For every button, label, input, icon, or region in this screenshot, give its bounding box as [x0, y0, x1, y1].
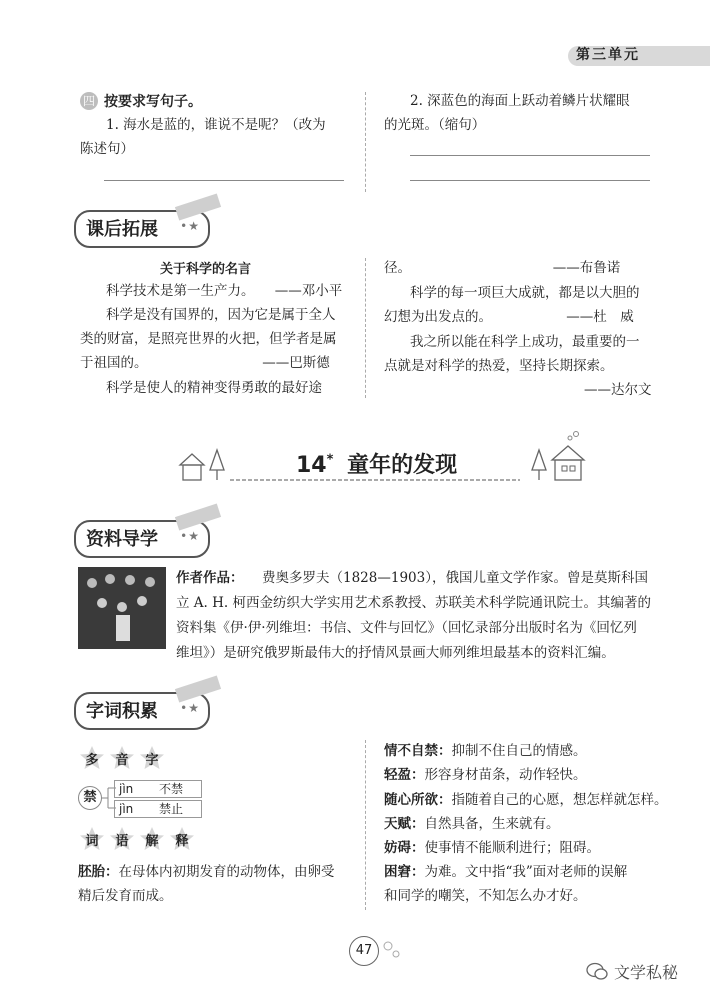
materials-line-2: 立 A. H. 柯西金纺织大学实用艺术系教授、苏联美术科学院通讯院士。其编著的	[176, 595, 651, 611]
answer-line-q2-1[interactable]	[410, 155, 650, 156]
exercise-q2-line2: 的光斑。（缩句）	[384, 117, 486, 133]
wechat-icon	[586, 961, 608, 981]
materials-line-1: 费奥多罗夫（1828—1903），俄国儿童文学作家。曾是莫斯科国	[262, 570, 648, 586]
quote-r-line-1: 径。 ——布鲁诺	[384, 260, 621, 276]
term-row	[384, 763, 587, 788]
watermark	[586, 958, 706, 984]
page-number: 47	[349, 936, 379, 966]
term-def: 为难。文中指“我”面对老师的误解	[424, 864, 628, 880]
house-icon-right	[552, 432, 584, 481]
explain-star-2: 语	[108, 826, 136, 852]
quote-r-line-4: 我之所以能在科学上成功，最重要的一	[410, 334, 640, 350]
unit-label: 第三单元	[576, 47, 640, 63]
reading-pinyin-1: jìn	[119, 782, 134, 796]
materials-banner-title: 资料导学	[86, 529, 158, 550]
quote-line-5: 科学是使人的精神变得勇敢的最好途	[106, 380, 322, 396]
extension-banner-title: 课后拓展	[86, 219, 158, 240]
term-name: 轻盈：	[384, 767, 425, 783]
vocab-banner-title: 字词积累	[86, 701, 158, 722]
quote-r-line-5: 点就是对科学的热爱，坚持长期探索。	[384, 358, 614, 374]
banner-stars: •★	[180, 529, 200, 543]
explain-star-4: 释	[168, 826, 196, 852]
polyphone-star-1: 多	[78, 745, 106, 771]
quotes-title: 关于科学的名言	[160, 262, 252, 277]
house-icon-left	[180, 454, 204, 480]
lesson-heading	[296, 448, 457, 479]
tree-icon-left	[210, 450, 224, 480]
quote-line-3: 类的财富，是照亮世界的火把，但学者是属	[80, 331, 337, 347]
watermark-text: 文学私秘	[614, 963, 679, 982]
quote-line-4: 于祖国的。 ——巴斯德	[80, 355, 330, 371]
vocab-banner	[74, 692, 210, 730]
exercise-q2-line1: 2. 深蓝色的海面上跃动着鳞片状耀眼	[410, 93, 630, 109]
term-name: 随心所欲：	[384, 792, 452, 808]
term-row	[384, 812, 560, 837]
term-def: 抑制不住自己的情感。	[451, 743, 587, 759]
term-def-cont: 精后发育而成。	[78, 888, 173, 904]
term-row	[384, 739, 587, 764]
exercise-q1-line2: 陈述句）	[80, 141, 134, 157]
extension-banner	[74, 210, 210, 248]
quote-r-line-6: ——达尔文	[584, 382, 652, 398]
materials-line-4: 维坦》）是研究俄罗斯最伟大的抒情风景画大师列维坦最基本的资料汇编。	[176, 645, 615, 661]
term-def-cont: 和同学的嘲笑，不知怎么办才好。	[384, 888, 587, 904]
exercise-title: 按要求写句子。	[104, 94, 202, 110]
polyphone-star-3: 字	[138, 745, 166, 771]
explain-star-1: 词	[78, 826, 106, 852]
quote-r-line-2: 科学的每一项巨大成就，都是以大胆的	[410, 285, 640, 301]
answer-line-q1[interactable]	[104, 180, 344, 181]
column-divider	[365, 92, 366, 192]
reading-row-1	[114, 780, 202, 798]
reading-word-1: 不禁	[159, 782, 184, 796]
materials-banner	[74, 520, 210, 558]
term-def: 自然具备，生来就有。	[424, 816, 560, 832]
banner-tape	[175, 676, 221, 703]
materials-line-3: 资料集《伊·伊·列维坦：书信、文件与回忆》（回忆录部分出版时名为《回忆列	[176, 620, 637, 636]
term-row	[78, 860, 335, 885]
term-row	[384, 836, 600, 861]
quote-line-2: 科学是没有国界的，因为它是属于全人	[106, 307, 336, 323]
term-row	[384, 788, 668, 813]
banner-tape	[175, 504, 221, 531]
term-name: 胚胎：	[78, 864, 119, 880]
lesson-star: *	[326, 452, 334, 468]
term-def: 在母体内初期发育的动物体，由卵受	[118, 864, 335, 880]
bubble-decoration	[380, 938, 404, 962]
term-def: 使事情不能顺利进行；阻碍。	[424, 840, 600, 856]
explain-star-3: 解	[138, 826, 166, 852]
reading-word-2: 禁止	[159, 802, 184, 816]
unit-tab	[568, 38, 710, 74]
banner-stars: •★	[180, 701, 200, 715]
lesson-title: 童年的发现	[347, 453, 458, 478]
column-divider-3	[365, 740, 366, 910]
term-name: 妨碍：	[384, 840, 425, 856]
term-row	[384, 860, 627, 885]
term-def: 指随着自己的心愿，想怎样就怎样。	[451, 792, 668, 808]
author-photo	[78, 567, 166, 649]
term-name: 困窘：	[384, 864, 425, 880]
banner-tape	[175, 194, 221, 221]
term-def: 形容身材苗条，动作轻快。	[424, 767, 587, 783]
term-name: 情不自禁：	[384, 743, 452, 759]
lesson-number: 14	[296, 453, 327, 478]
materials-label: 作者作品：	[176, 570, 244, 586]
column-divider-2	[365, 258, 366, 398]
reading-row-2	[114, 800, 202, 818]
banner-stars: •★	[180, 219, 200, 233]
answer-line-q2-2[interactable]	[410, 180, 650, 181]
quote-r-line-3: 幻想为出发点的。 ——杜 威	[384, 309, 634, 325]
polyphone-star-2: 音	[108, 745, 136, 771]
reading-pinyin-2: jìn	[119, 802, 134, 816]
family-photo-figures	[78, 567, 166, 649]
exercise-q1-line1: 1. 海水是蓝的，谁说不是呢？（改为	[106, 117, 326, 133]
quote-line-1: 科学技术是第一生产力。 ——邓小平	[106, 283, 343, 299]
tree-icon-right	[532, 450, 546, 480]
exercise-number-badge: 四	[80, 92, 98, 110]
polyphone-char: 禁	[78, 786, 102, 810]
term-name: 天赋：	[384, 816, 425, 832]
